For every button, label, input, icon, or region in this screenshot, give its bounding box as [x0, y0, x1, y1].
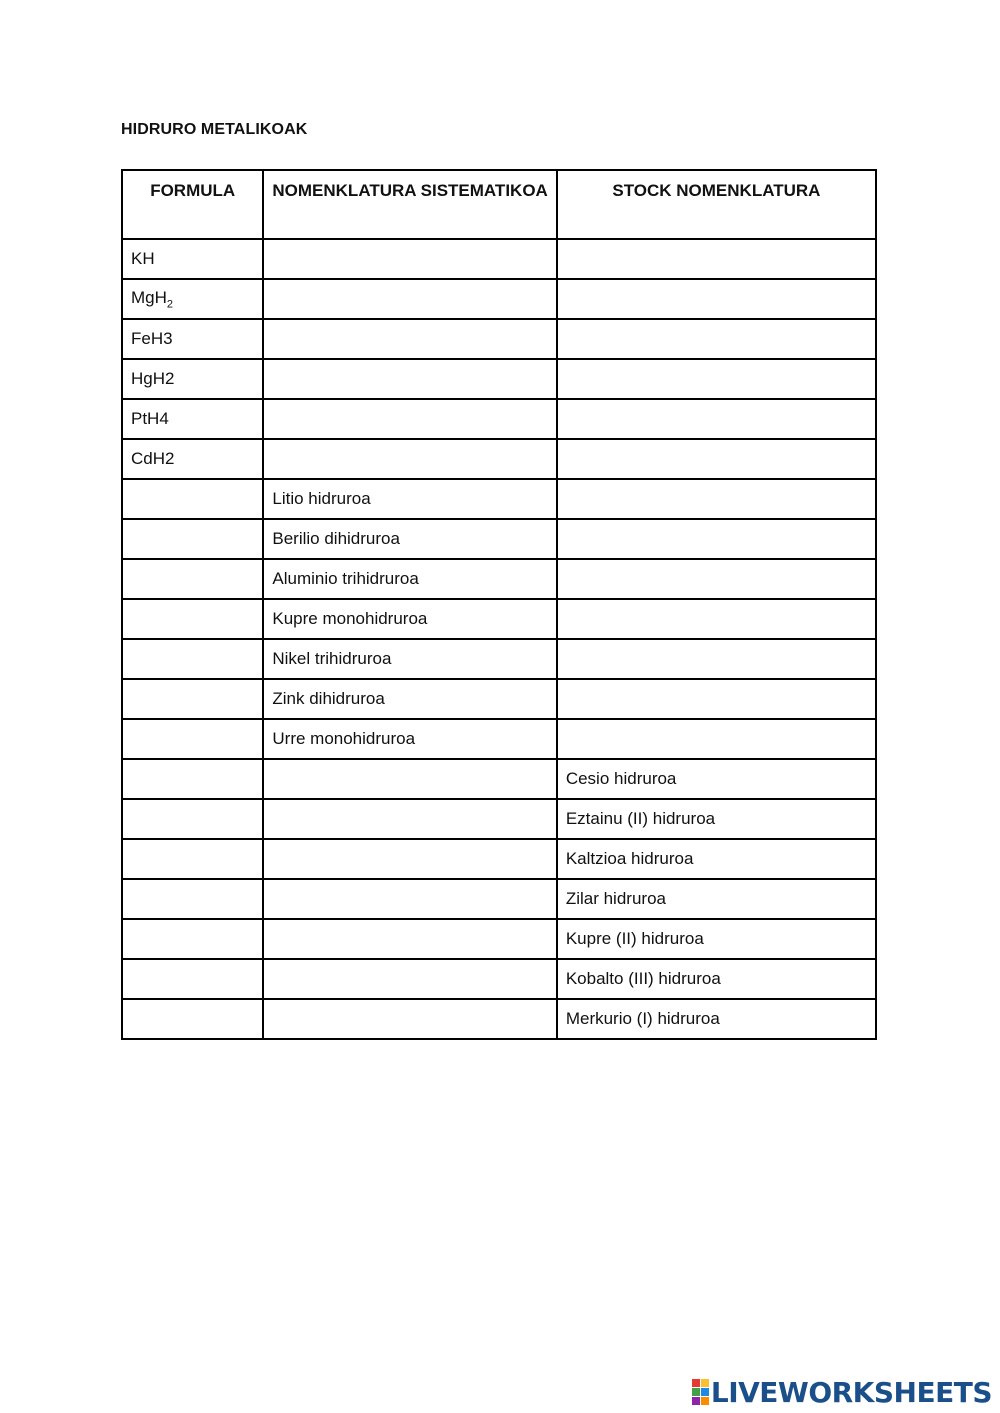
sistematikoa-cell: Aluminio trihidruroa — [263, 559, 556, 599]
sistematikoa-cell[interactable] — [263, 399, 556, 439]
formula-cell — [122, 399, 263, 439]
formula-cell[interactable] — [122, 639, 263, 679]
logo-badge-square — [701, 1397, 709, 1405]
table-row — [122, 599, 876, 639]
formula-text: MgH — [131, 287, 167, 307]
stock-cell[interactable] — [557, 319, 876, 359]
stock-cell[interactable] — [557, 719, 876, 759]
formula-text: HgH2 — [131, 369, 175, 388]
table-row — [122, 279, 876, 319]
stock-cell: Kobalto (III) hidruroa — [557, 959, 876, 999]
logo-badge-icon — [692, 1379, 709, 1405]
stock-cell: Merkurio (I) hidruroa — [557, 999, 876, 1039]
formula-cell[interactable] — [122, 999, 263, 1039]
stock-cell: Cesio hidruroa — [557, 759, 876, 799]
table-row — [122, 719, 876, 759]
table-body — [122, 239, 876, 1039]
stock-cell[interactable] — [557, 359, 876, 399]
logo-badge-square — [692, 1388, 700, 1396]
formula-cell[interactable] — [122, 759, 263, 799]
header-sistematikoa: NOMENKLATURA SISTEMATIKOA — [263, 170, 556, 239]
stock-cell[interactable] — [557, 279, 876, 319]
sistematikoa-cell: Zink dihidruroa — [263, 679, 556, 719]
formula-cell — [122, 359, 263, 399]
logo-text: LIVEWORKSHEETS — [710, 1375, 992, 1409]
stock-cell[interactable] — [557, 239, 876, 279]
formula-cell — [122, 439, 263, 479]
logo-badge-square — [701, 1388, 709, 1396]
stock-cell: Eztainu (II) hidruroa — [557, 799, 876, 839]
formula-cell[interactable] — [122, 839, 263, 879]
header-stock: STOCK NOMENKLATURA — [557, 170, 876, 239]
sistematikoa-cell[interactable] — [263, 839, 556, 879]
sistematikoa-cell[interactable] — [263, 919, 556, 959]
stock-cell[interactable] — [557, 639, 876, 679]
formula-text: CdH2 — [131, 449, 175, 468]
header-formula: FORMULA — [122, 170, 263, 239]
table-row — [122, 799, 876, 839]
table-row — [122, 559, 876, 599]
formula-cell[interactable] — [122, 799, 263, 839]
formula-cell — [122, 319, 263, 359]
table-row — [122, 519, 876, 559]
stock-cell[interactable] — [557, 519, 876, 559]
sistematikoa-cell: Urre monohidruroa — [263, 719, 556, 759]
table-header-row — [122, 170, 876, 239]
formula-cell[interactable] — [122, 599, 263, 639]
formula-cell[interactable] — [122, 719, 263, 759]
page-title: HIDRURO METALIKOAK — [121, 121, 308, 138]
sistematikoa-cell: Berilio dihidruroa — [263, 519, 556, 559]
formula-cell[interactable] — [122, 479, 263, 519]
formula-cell[interactable] — [122, 959, 263, 999]
sistematikoa-cell[interactable] — [263, 439, 556, 479]
hydride-table — [121, 169, 877, 1040]
table-row — [122, 839, 876, 879]
formula-text: PtH4 — [131, 409, 169, 428]
formula-cell — [122, 239, 263, 279]
stock-cell: Kaltzioa hidruroa — [557, 839, 876, 879]
table-row — [122, 319, 876, 359]
stock-cell[interactable] — [557, 479, 876, 519]
stock-cell[interactable] — [557, 679, 876, 719]
sistematikoa-cell[interactable] — [263, 239, 556, 279]
table-row — [122, 639, 876, 679]
sistematikoa-cell: Kupre monohidruroa — [263, 599, 556, 639]
formula-cell[interactable] — [122, 559, 263, 599]
liveworksheets-logo — [692, 1375, 992, 1409]
table-row — [122, 399, 876, 439]
sistematikoa-cell[interactable] — [263, 279, 556, 319]
stock-cell[interactable] — [557, 399, 876, 439]
formula-cell[interactable] — [122, 519, 263, 559]
table-row — [122, 879, 876, 919]
logo-badge-square — [692, 1379, 700, 1387]
logo-badge-square — [692, 1397, 700, 1405]
table-row — [122, 999, 876, 1039]
formula-cell[interactable] — [122, 679, 263, 719]
formula-text: KH — [131, 249, 155, 268]
table-row — [122, 479, 876, 519]
sistematikoa-cell: Litio hidruroa — [263, 479, 556, 519]
sistematikoa-cell[interactable] — [263, 959, 556, 999]
table-row — [122, 359, 876, 399]
table-row — [122, 439, 876, 479]
sistematikoa-cell[interactable] — [263, 759, 556, 799]
sistematikoa-cell: Nikel trihidruroa — [263, 639, 556, 679]
logo-badge-square — [701, 1379, 709, 1387]
table-row — [122, 959, 876, 999]
stock-cell: Zilar hidruroa — [557, 879, 876, 919]
sistematikoa-cell[interactable] — [263, 359, 556, 399]
formula-text: FeH3 — [131, 329, 173, 348]
stock-cell[interactable] — [557, 559, 876, 599]
sistematikoa-cell[interactable] — [263, 319, 556, 359]
formula-subscript: 2 — [166, 298, 174, 311]
table-row — [122, 919, 876, 959]
stock-cell: Kupre (II) hidruroa — [557, 919, 876, 959]
stock-cell[interactable] — [557, 599, 876, 639]
sistematikoa-cell[interactable] — [263, 879, 556, 919]
table-row — [122, 679, 876, 719]
stock-cell[interactable] — [557, 439, 876, 479]
formula-cell[interactable] — [122, 879, 263, 919]
table-row — [122, 759, 876, 799]
table-row — [122, 239, 876, 279]
sistematikoa-cell[interactable] — [263, 999, 556, 1039]
sistematikoa-cell[interactable] — [263, 799, 556, 839]
formula-cell[interactable] — [122, 919, 263, 959]
formula-cell — [122, 279, 263, 319]
